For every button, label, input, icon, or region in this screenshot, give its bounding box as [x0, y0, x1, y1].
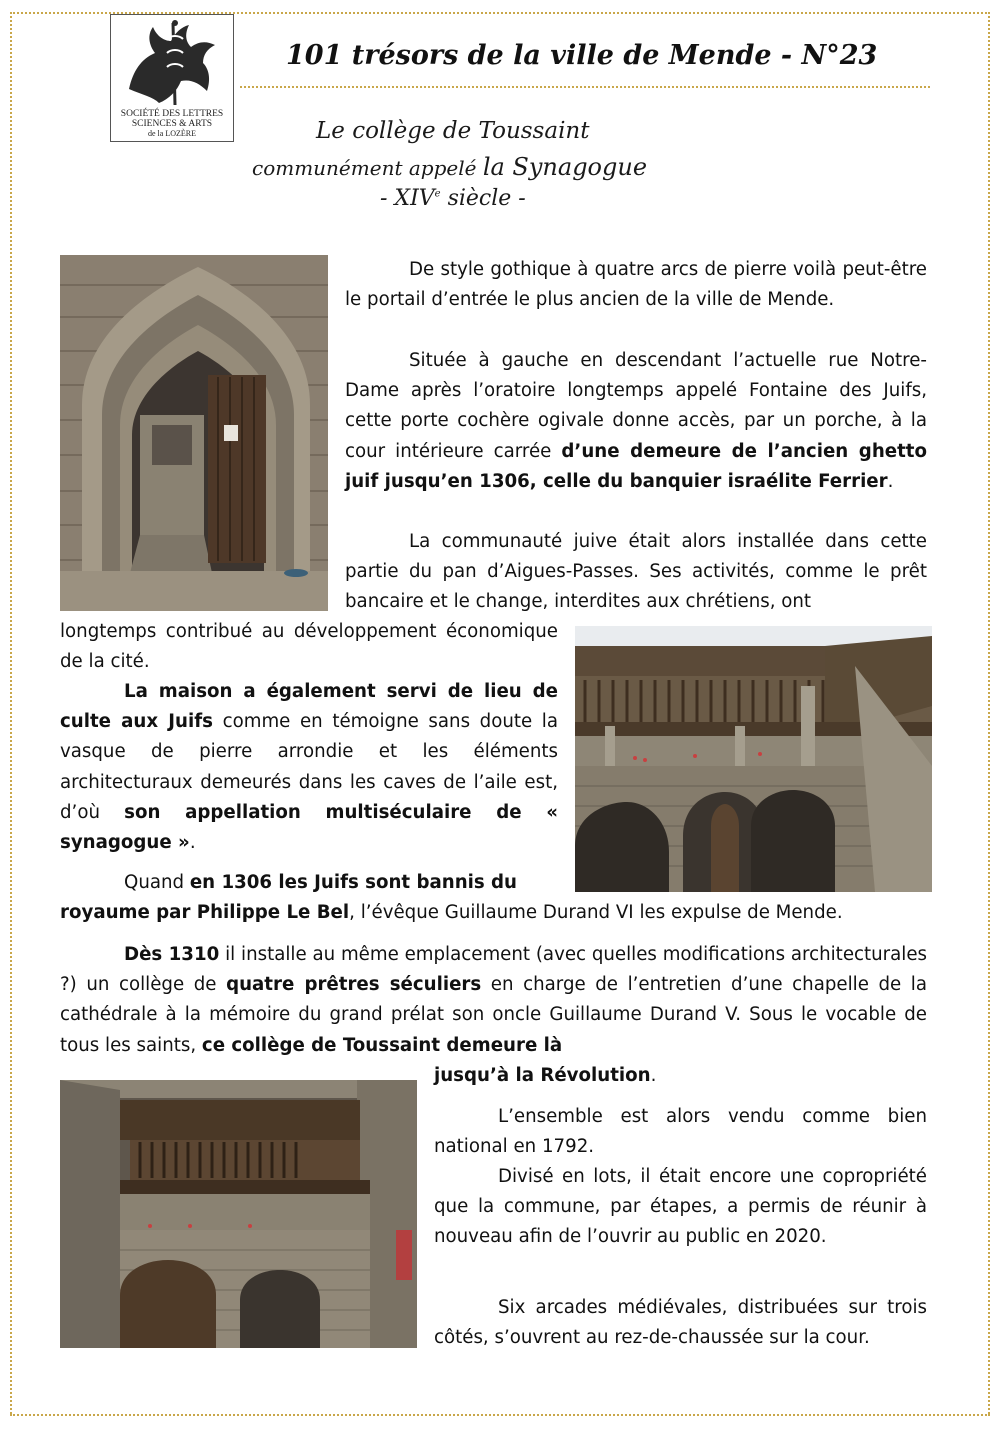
article-century: [380, 186, 526, 211]
paragraph-7: [434, 1102, 927, 1162]
subtitle-emphasis: la Synagogue: [482, 153, 648, 181]
paragraph-6-bold-c: quatre prêtres séculiers: [226, 974, 482, 996]
paragraph-8-text: Divisé en lots, il était encore une copropriété que la commune, par étapes, a permis de réunir à nouveau afin de l’ouvrir au public en 2020.: [434, 1166, 927, 1248]
logo-line-2: SCIENCES & ARTS: [131, 119, 213, 129]
paragraph-8: [434, 1162, 927, 1253]
paragraph-1: [345, 255, 927, 315]
paragraph-2-bold: d’une demeure de l’ancien ghetto juif jusqu’en 1306, celle du banquier israélite Ferrier: [345, 440, 927, 492]
paragraph-6-bold-f: jusqu’à la Révolution: [434, 1065, 651, 1086]
photo-gothic-portal: [60, 255, 328, 611]
paragraph-5-line-1: [60, 868, 558, 898]
page-border-left: [10, 12, 12, 1414]
paragraph-1-text: De style gothique à quatre arcs de pierre voilà peut-être le portail d’entrée le plus ancien de la ville de Mende.: [345, 259, 927, 311]
paragraph-5-text-d: , l’évêque Guillaume Durand VI les expulse de Mende.: [349, 902, 843, 923]
paragraph-4-text-d: .: [189, 832, 196, 854]
paragraph-6-text-g: .: [650, 1065, 657, 1086]
paragraph-6-continued: [434, 1061, 927, 1091]
paragraph-6-bold-a: Dès 1310: [124, 944, 220, 965]
header-rule: [240, 86, 930, 88]
paragraph-4-bold-c: son appellation multiséculaire de « synagogue »: [60, 801, 558, 854]
paragraph-6: [60, 940, 927, 1061]
article-subtitle: [252, 153, 647, 181]
series-title: 101 trésors de la ville de Mende - N°23: [286, 40, 878, 71]
photo-wooden-balconies: [60, 1080, 417, 1348]
paragraph-7-text: L’ensemble est alors vendu comme bien national en 1792.: [434, 1106, 927, 1158]
century-suffix: siècle -: [440, 186, 526, 211]
paragraph-3-text-a: La communauté juive était alors installée dans cette partie du pan d’Aigues-Passes. Ses activités, comme le prêt bancaire et le change, interdites aux chrétiens, ont: [345, 531, 927, 613]
paragraph-6-bold-e: ce collège de Toussaint demeure là: [201, 1034, 563, 1056]
paragraph-5-text-a: Quand: [124, 872, 190, 893]
logo-line-1: SOCIÉTÉ DES LETTRES: [120, 109, 224, 119]
paragraph-5-bold-b: en 1306 les Juifs sont bannis du: [189, 872, 517, 893]
photo-courtyard-galleries: [575, 626, 932, 892]
paragraph-3-continued: [60, 617, 558, 677]
griffin-emblem-icon: [119, 19, 227, 109]
paragraph-6-text-b: il installe au même emplacement (avec quelles modifications architecturales ?) un collège de: [60, 944, 928, 996]
paragraph-6-text-d: en charge de l’entretien d’une chapelle de la cathédrale à la mémoire du grand prélat son oncle Guillaume Durand V. Sous le vocable de tous les saints,: [60, 974, 927, 1056]
page-border-right: [988, 12, 990, 1414]
logo-line-3: de la LOZÈRE: [148, 129, 196, 138]
subtitle-prefix: communément appelé: [252, 156, 483, 180]
page-border-bottom: [10, 1414, 990, 1416]
century-prefix: - XIV: [380, 186, 435, 211]
century-superscript: e: [434, 188, 441, 200]
paragraph-2: [345, 346, 927, 497]
paragraph-9-text: Six arcades médiévales, distribuées sur trois côtés, s’ouvrent au rez-de-chaussée sur la cour.: [434, 1297, 927, 1349]
paragraph-5-bold-c: royaume par Philippe Le Bel: [60, 902, 350, 923]
paragraph-2-text-a: Située à gauche en descendant l’actuelle rue Notre-Dame après l’oratoire longtemps appelé Fontaine des Juifs, cette porte cochère ogivale donne accès, par un porche, à la cour intérieure carrée: [345, 350, 927, 462]
paragraph-9: [434, 1293, 927, 1353]
article-title: Le collège de Toussaint: [316, 118, 590, 144]
paragraph-4: [60, 677, 558, 858]
paragraph-4-text-b: comme en témoigne sans doute la vasque de pierre arrondie et les éléments architecturaux demeurés dans les caves de l’aile est, d’où: [60, 711, 558, 823]
paragraph-4-bold-a: La maison a également servi de lieu de culte aux Juifs: [60, 681, 558, 733]
paragraph-2-text-c: .: [887, 470, 894, 492]
paragraph-3: [345, 527, 927, 618]
paragraph-5-line-2: [60, 898, 940, 928]
society-logo: [110, 14, 234, 142]
paragraph-3-text-b: longtemps contribué au développement économique de la cité.: [60, 621, 558, 673]
